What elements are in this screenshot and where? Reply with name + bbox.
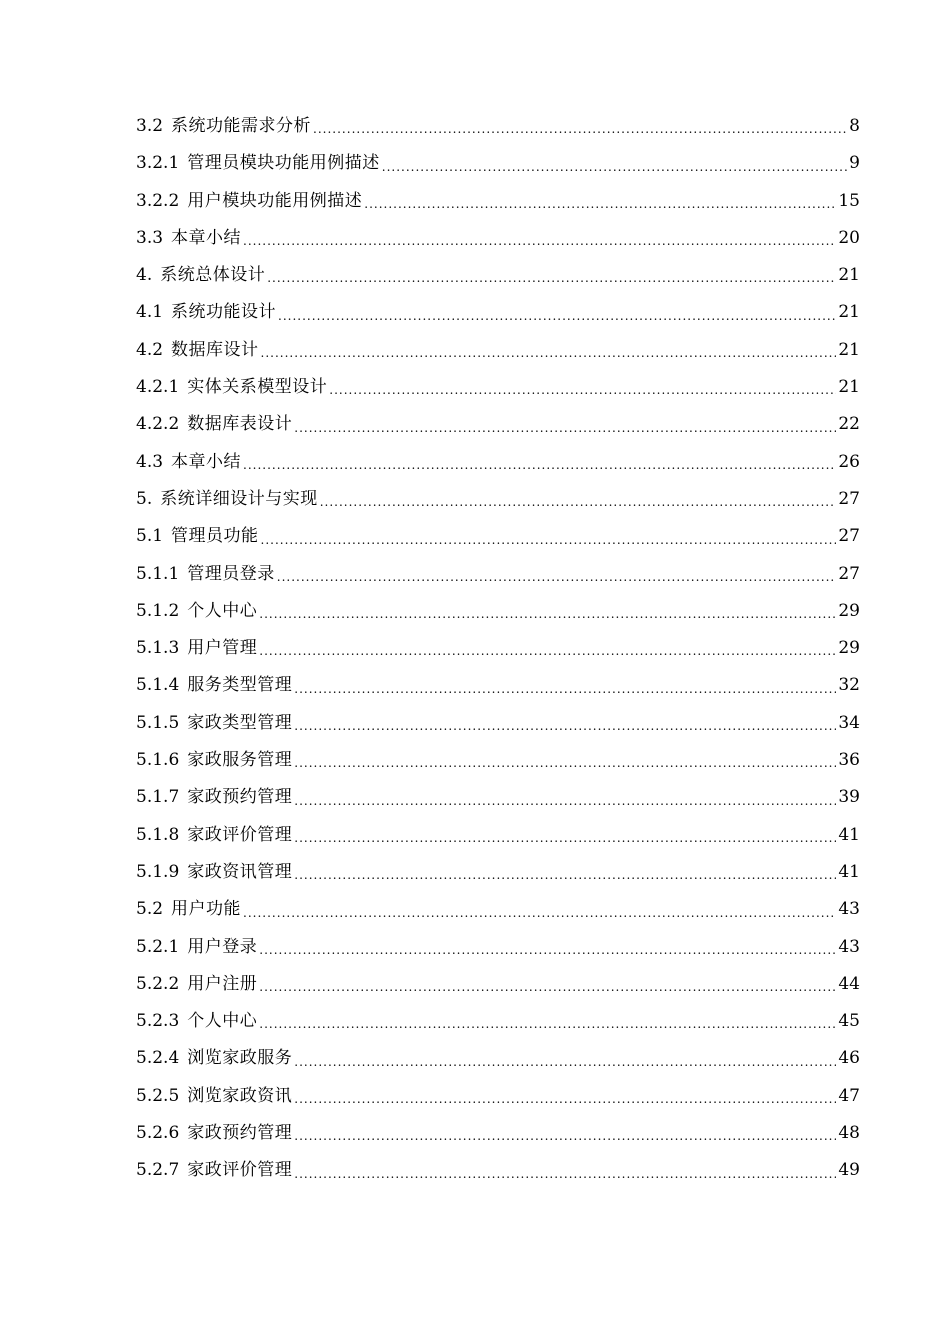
toc-dot-leader xyxy=(294,823,836,853)
toc-page-number: 21 xyxy=(838,377,860,398)
toc-section-title: 数据库设计 xyxy=(171,339,259,360)
toc-page-number: 32 xyxy=(838,675,860,696)
toc-section-title: 系统总体设计 xyxy=(160,265,266,286)
toc-section-title: 管理员模块功能用例描述 xyxy=(187,153,380,174)
toc-dot-leader xyxy=(364,189,836,219)
toc-section-title: 数据库表设计 xyxy=(187,414,293,435)
toc-dot-leader xyxy=(278,301,836,331)
toc-page-number: 22 xyxy=(838,414,860,435)
toc-page-number: 45 xyxy=(838,1011,860,1032)
toc-section-number: 5.1.4 xyxy=(136,675,180,696)
toc-dot-leader xyxy=(294,413,836,443)
toc-page-number: 29 xyxy=(838,600,860,621)
toc-section-title: 用户模块功能用例描述 xyxy=(187,190,363,211)
toc-page-number: 46 xyxy=(838,1048,860,1069)
toc-dot-leader xyxy=(329,375,836,405)
toc-page-number: 44 xyxy=(838,973,860,994)
toc-section-number: 3.2 xyxy=(136,116,164,136)
toc-section-title: 浏览家政资讯 xyxy=(187,1085,293,1106)
toc-entry[interactable] xyxy=(136,444,860,481)
toc-section-number: 5.2 xyxy=(136,899,164,920)
toc-dot-leader xyxy=(294,1159,836,1189)
toc-section-number: 5.2.6 xyxy=(136,1123,180,1144)
toc-entry[interactable] xyxy=(136,891,860,928)
toc-dot-leader xyxy=(259,1009,836,1039)
toc-section-number: 5.1.9 xyxy=(136,861,180,882)
toc-dot-leader xyxy=(294,711,836,741)
toc-section-title: 家政评价管理 xyxy=(187,1160,293,1181)
toc-page-number: 9 xyxy=(849,153,860,174)
toc-entry[interactable] xyxy=(136,257,860,294)
toc-section-number: 3.3 xyxy=(136,227,164,248)
toc-page-number: 41 xyxy=(838,824,860,845)
toc-page-number: 29 xyxy=(838,638,860,659)
toc-entry[interactable] xyxy=(136,1003,860,1040)
toc-section-title: 家政服务管理 xyxy=(187,750,293,771)
toc-entry[interactable] xyxy=(136,630,860,667)
toc-dot-leader xyxy=(261,338,837,368)
toc-page-number: 21 xyxy=(838,339,860,360)
toc-section-number: 4.2.2 xyxy=(136,414,180,435)
toc-entry[interactable] xyxy=(136,1152,860,1189)
toc-page-number: 27 xyxy=(838,526,860,547)
toc-entry[interactable] xyxy=(136,406,860,443)
toc-entry[interactable] xyxy=(136,742,860,779)
toc-section-title: 本章小结 xyxy=(171,227,242,248)
toc-entry[interactable] xyxy=(136,369,860,406)
toc-dot-leader xyxy=(259,636,836,666)
toc-section-title: 家政预约管理 xyxy=(187,787,293,808)
toc-entry[interactable] xyxy=(136,518,860,555)
toc-section-title: 家政评价管理 xyxy=(187,824,293,845)
toc-section-title: 服务类型管理 xyxy=(187,675,293,696)
toc-entry[interactable] xyxy=(136,332,860,369)
toc-section-title: 用户管理 xyxy=(187,638,258,659)
toc-entry[interactable] xyxy=(136,929,860,966)
toc-dot-leader xyxy=(294,860,836,890)
toc-entry[interactable] xyxy=(136,481,860,518)
toc-section-title: 本章小结 xyxy=(171,451,242,472)
toc-section-number: 4.2 xyxy=(136,339,164,360)
toc-dot-leader xyxy=(243,898,836,928)
toc-section-number: 3.2.1 xyxy=(136,153,180,174)
toc-section-number: 4.3 xyxy=(136,451,164,472)
toc-page-number: 26 xyxy=(838,451,860,472)
toc-page-number: 8 xyxy=(849,116,860,136)
toc-section-title: 个人中心 xyxy=(187,600,258,621)
toc-page-number: 39 xyxy=(838,787,860,808)
toc-section-number: 3.2.2 xyxy=(136,190,180,211)
toc-section-title: 实体关系模型设计 xyxy=(187,377,328,398)
toc-entry[interactable] xyxy=(136,817,860,854)
toc-entry[interactable] xyxy=(136,220,860,257)
toc-entry[interactable] xyxy=(136,593,860,630)
toc-section-title: 系统详细设计与实现 xyxy=(160,488,318,509)
toc-section-title: 用户功能 xyxy=(171,899,242,920)
toc-dot-leader xyxy=(313,114,847,144)
toc-section-number: 4.1 xyxy=(136,302,164,323)
toc-entry[interactable] xyxy=(136,556,860,593)
toc-dot-leader xyxy=(294,1084,836,1114)
toc-section-number: 5.2.3 xyxy=(136,1011,180,1032)
toc-section-number: 5.1.3 xyxy=(136,638,180,659)
toc-dot-leader xyxy=(259,935,836,965)
toc-dot-leader xyxy=(382,152,847,182)
toc-section-number: 5.2.7 xyxy=(136,1160,180,1181)
toc-section-number: 5. xyxy=(136,488,153,509)
toc-entry[interactable] xyxy=(136,667,860,704)
toc-page-number: 21 xyxy=(838,302,860,323)
toc-dot-leader xyxy=(261,525,837,555)
table-of-contents xyxy=(136,108,860,1190)
toc-section-title: 管理员登录 xyxy=(187,563,275,584)
toc-section-title: 浏览家政服务 xyxy=(187,1048,293,1069)
toc-section-title: 家政类型管理 xyxy=(187,712,293,733)
toc-section-number: 5.1.7 xyxy=(136,787,180,808)
toc-page-number: 36 xyxy=(838,750,860,771)
toc-dot-leader xyxy=(320,487,837,517)
toc-section-number: 5.1.8 xyxy=(136,824,180,845)
toc-section-number: 5.1.2 xyxy=(136,600,180,621)
toc-section-title: 家政预约管理 xyxy=(187,1123,293,1144)
toc-section-title: 个人中心 xyxy=(187,1011,258,1032)
toc-section-number: 5.2.1 xyxy=(136,936,180,957)
toc-dot-leader xyxy=(277,562,837,592)
toc-page-number: 47 xyxy=(838,1085,860,1106)
toc-entry[interactable] xyxy=(136,854,860,891)
toc-page-number: 43 xyxy=(838,936,860,957)
toc-section-number: 4. xyxy=(136,265,153,286)
toc-section-title: 用户登录 xyxy=(187,936,258,957)
toc-dot-leader xyxy=(259,599,836,629)
toc-dot-leader xyxy=(294,674,836,704)
toc-entry[interactable] xyxy=(136,1115,860,1152)
toc-section-number: 5.2.4 xyxy=(136,1048,180,1069)
toc-page-number: 27 xyxy=(838,563,860,584)
toc-entry[interactable] xyxy=(136,966,860,1003)
toc-section-number: 5.1 xyxy=(136,526,164,547)
toc-entry[interactable] xyxy=(136,705,860,742)
toc-entry[interactable] xyxy=(136,108,860,145)
toc-section-number: 5.1.5 xyxy=(136,712,180,733)
toc-page-number: 41 xyxy=(838,861,860,882)
toc-page-number: 15 xyxy=(838,190,860,211)
toc-entry[interactable] xyxy=(136,294,860,331)
toc-page-number: 20 xyxy=(838,227,860,248)
toc-page-number: 48 xyxy=(838,1123,860,1144)
toc-section-title: 管理员功能 xyxy=(171,526,259,547)
toc-page-number: 34 xyxy=(838,712,860,733)
toc-page-number: 21 xyxy=(838,265,860,286)
toc-dot-leader xyxy=(243,226,836,256)
toc-section-number: 5.1.6 xyxy=(136,750,180,771)
toc-dot-leader xyxy=(294,786,836,816)
toc-section-title: 系统功能设计 xyxy=(171,302,277,323)
toc-page-number: 27 xyxy=(838,488,860,509)
toc-page-number: 49 xyxy=(838,1160,860,1181)
toc-dot-leader xyxy=(259,972,836,1002)
toc-entry[interactable] xyxy=(136,183,860,220)
toc-section-number: 4.2.1 xyxy=(136,377,180,398)
toc-entry[interactable] xyxy=(136,779,860,816)
toc-dot-leader xyxy=(294,1121,836,1151)
toc-page-number: 43 xyxy=(838,899,860,920)
toc-section-number: 5.1.1 xyxy=(136,563,180,584)
toc-section-title: 家政资讯管理 xyxy=(187,861,293,882)
toc-section-number: 5.2.2 xyxy=(136,973,180,994)
toc-entry[interactable] xyxy=(136,1040,860,1077)
toc-section-title: 系统功能需求分析 xyxy=(171,116,312,136)
toc-dot-leader xyxy=(243,450,836,480)
toc-dot-leader xyxy=(294,1047,836,1077)
toc-section-number: 5.2.5 xyxy=(136,1085,180,1106)
toc-entry[interactable] xyxy=(136,1078,860,1115)
toc-dot-leader xyxy=(267,263,836,293)
toc-entry[interactable] xyxy=(136,145,860,182)
toc-section-title: 用户注册 xyxy=(187,973,258,994)
toc-dot-leader xyxy=(294,748,836,778)
